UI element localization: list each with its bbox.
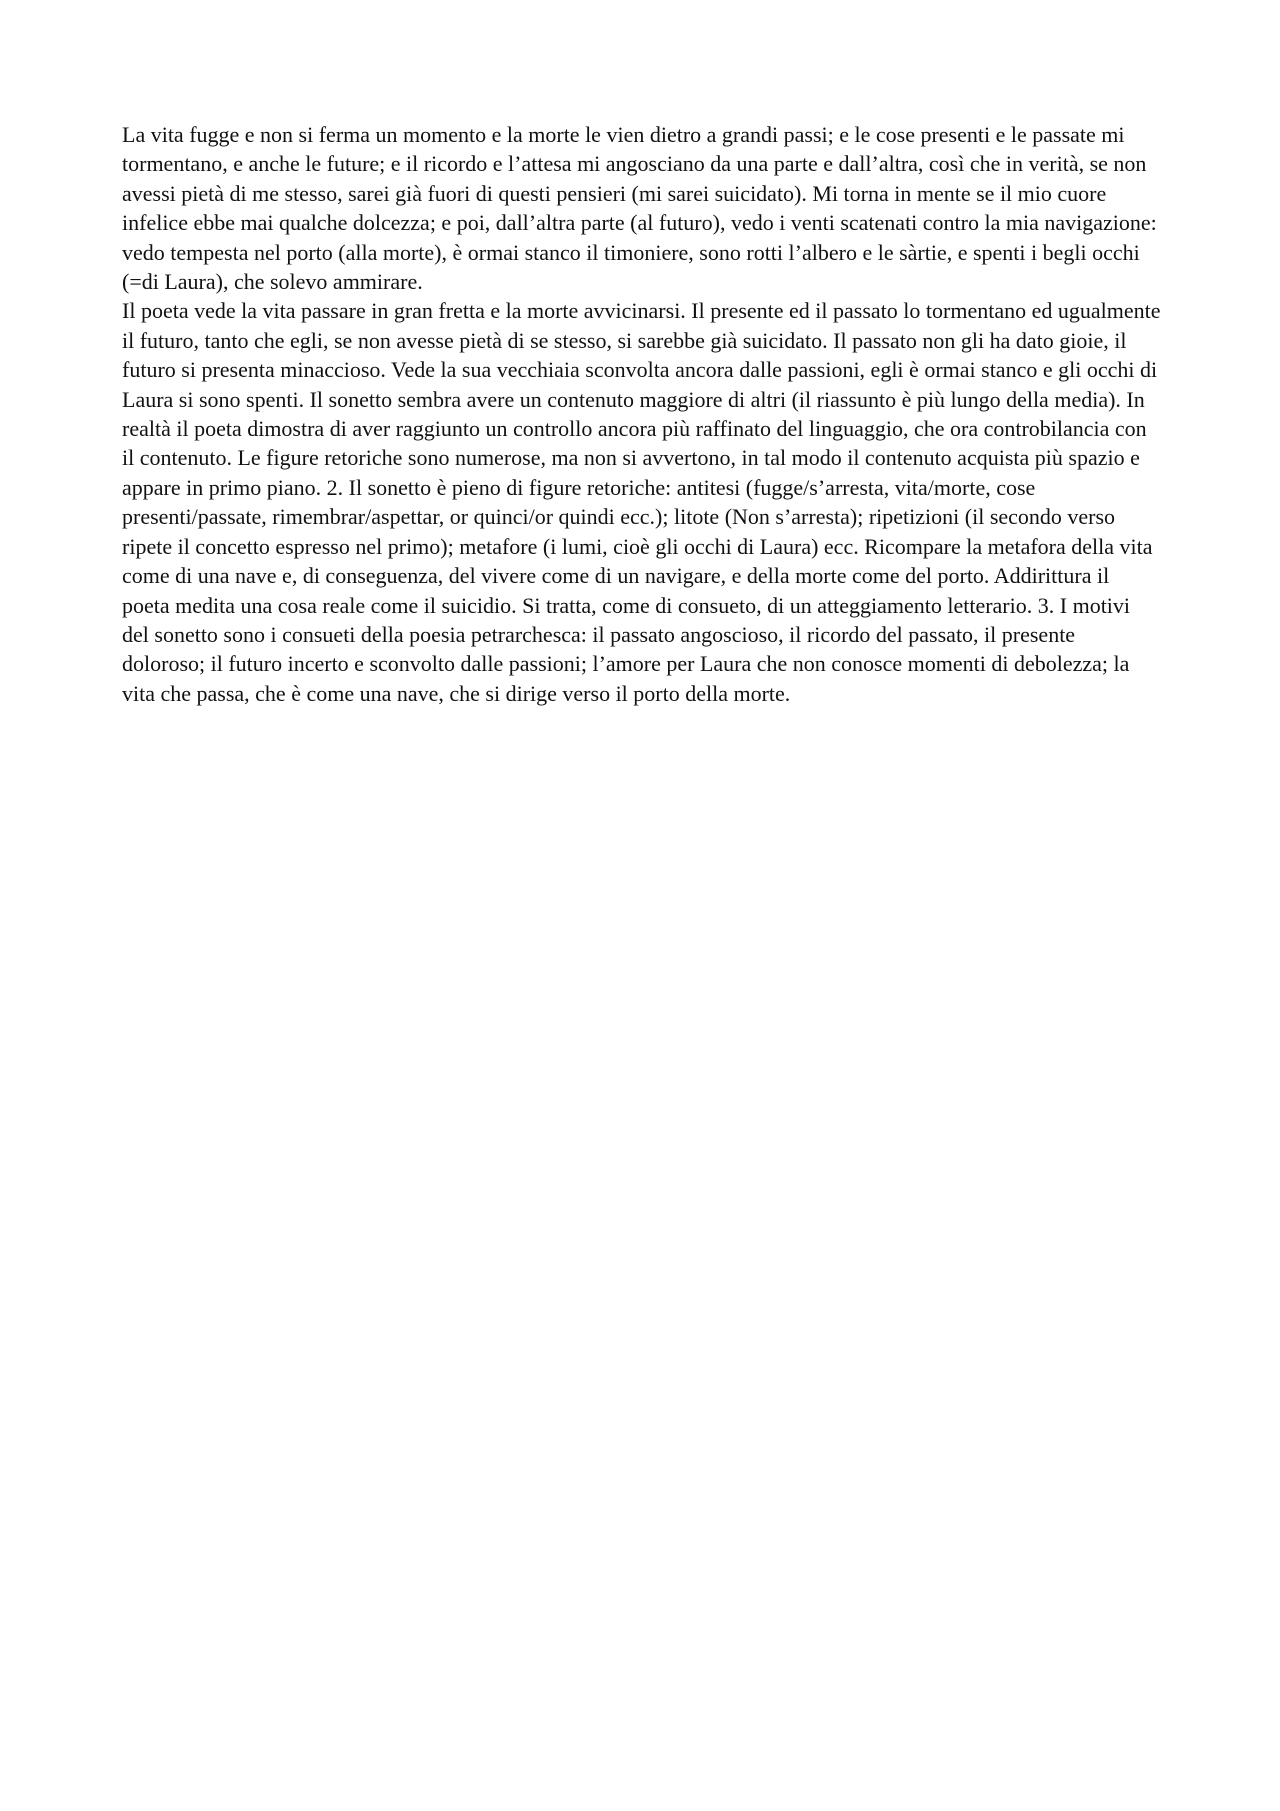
document-body [122, 120, 1162, 708]
paragraph-analysis: Il poeta vede la vita passare in gran fretta e la morte avvicinarsi. Il presente ed il passato lo tormentano ed ugualmente il futuro, tanto che egli, se non avesse pietà di se stesso, si sarebbe già suicidato. Il passato non gli ha dato gioie, il futuro si presenta minaccioso. Vede la sua vecchiaia sconvolta ancora dalle passioni, egli è ormai stanco e gli occhi di Laura si sono spenti. Il sonetto sembra avere un contenuto maggiore di altri (il riassunto è più lungo della media). In realtà il poeta dimostra di aver raggiunto un controllo ancora più raffinato del linguaggio, che ora controbilancia con il contenuto. Le figure retoriche sono numerose, ma non si avvertono, in tal modo il contenuto acquista più spazio e appare in primo piano. 2. Il sonetto è pieno di figure retoriche: antitesi (fugge/s’arresta, vita/morte, cose presenti/passate, rimembrar/aspettar, or quinci/or quindi ecc.); litote (Non s’arresta); ripetizioni (il secondo verso ripete il concetto espresso nel primo); metafore (i lumi, cioè gli occhi di Laura) ecc. Ricompare la metafora della vita come di una nave e, di conseguenza, del vivere come di un navigare, e della morte come del porto. Addirittura il poeta medita una cosa reale come il suicidio. Si tratta, come di consueto, di un atteggiamento letterario. 3. I motivi del sonetto sono i consueti della poesia petrarchesca: il passato angoscioso, il ricordo del passato, il presente doloroso; il futuro incerto e sconvolto dalle passioni; l’amore per Laura che non conosce momenti di debolezza; la vita che passa, che è come una nave, che si dirige verso il porto della morte. [122, 298, 1161, 706]
paragraph-paraphrase: La vita fugge e non si ferma un momento e la morte le vien dietro a grandi passi; e le cose presenti e le passate mi tormentano, e anche le future; e il ricordo e l’attesa mi angosciano da una parte e dall’altra, così che in verità, se non avessi pietà di me stesso, sarei già fuori di questi pensieri (mi sarei suicidato). Mi torna in mente se il mio cuore infelice ebbe mai qualche dolcezza; e poi, dall’altra parte (al futuro), vedo i venti scatenati contro la mia navigazione: vedo tempesta nel porto (alla morte), è ormai stanco il timoniere, sono rotti l’albero e le sàrtie, e spenti i begli occhi (=di Laura), che solevo ammirare. [122, 122, 1157, 295]
